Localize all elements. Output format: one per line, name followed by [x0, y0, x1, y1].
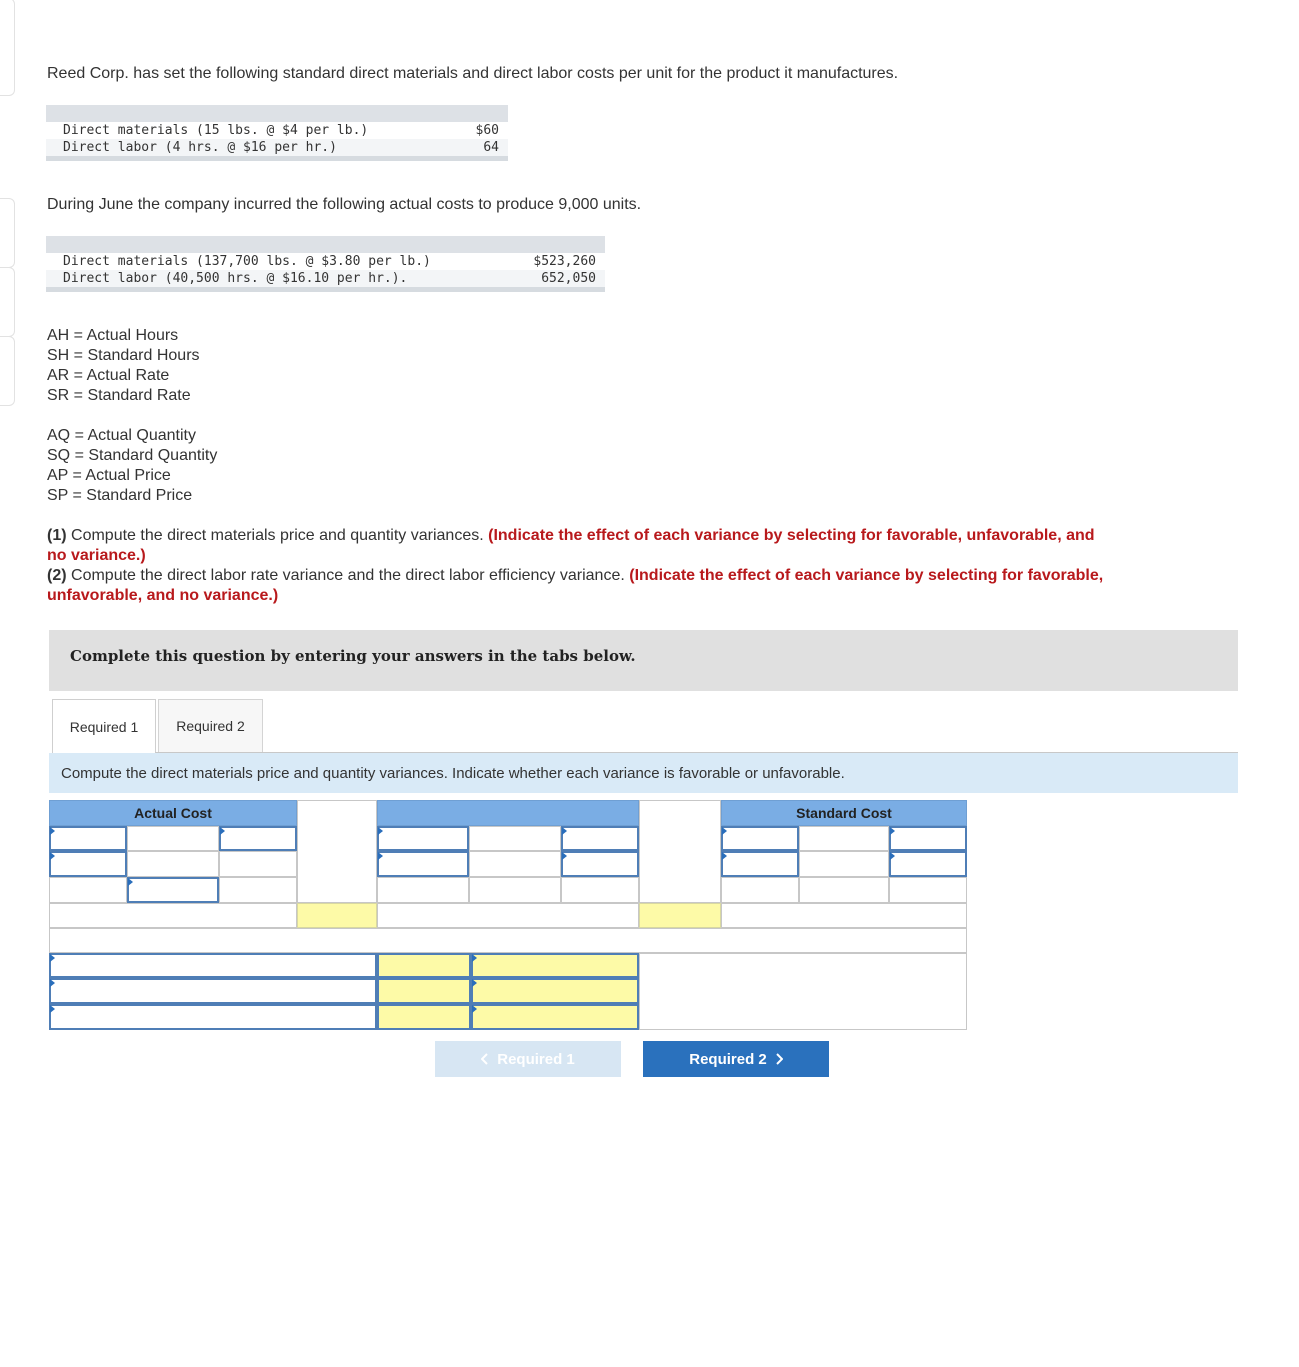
actual-price-amount-cell [219, 851, 297, 877]
middle-quantity-amount-input[interactable] [561, 826, 639, 851]
spacer-column [297, 800, 377, 903]
middle-quantity-value-input[interactable] [469, 826, 561, 851]
spacer-column [639, 800, 721, 903]
definition-line: AR = Actual Rate [47, 367, 170, 384]
actual-quantity-value-input[interactable] [127, 826, 219, 851]
dropdown-triangle-icon [722, 852, 727, 860]
actual-cost-table [46, 236, 605, 292]
next-required-2-button[interactable] [643, 1041, 829, 1077]
intro-standard-text: Reed Corp. has set the following standard direct materials and direct labor costs per unit for the product it manufactures. [47, 65, 899, 82]
actual-cost-header: Actual Cost [49, 800, 297, 826]
instruction-note: (Indicate the effect of each variance by selecting for favorable, unfavorable, and no variance.) [47, 527, 1095, 564]
tab-label: Required 1 [69, 718, 139, 735]
middle-total-blank-cell [561, 877, 639, 903]
actual-total-input[interactable] [127, 877, 219, 903]
middle-quantity-label-input[interactable] [377, 826, 469, 851]
chevron-right-icon [775, 1053, 783, 1065]
table-footer-bar [46, 156, 508, 161]
quantity-variance-input[interactable] [639, 903, 721, 928]
definition-line: SQ = Standard Quantity [47, 447, 218, 464]
standard-quantity-value-input[interactable] [799, 826, 889, 851]
dropdown-triangle-icon [50, 852, 55, 860]
definition-line: AP = Actual Price [47, 467, 171, 484]
row-value: $60 [475, 123, 499, 138]
dropdown-triangle-icon [220, 827, 225, 835]
actual-price-label-input[interactable] [49, 851, 127, 877]
instruction-text: Compute the direct materials price and quantity variances. [71, 527, 484, 544]
standard-price-value-input[interactable] [799, 851, 889, 877]
definition-line: SP = Standard Price [47, 487, 193, 504]
row-label: Direct materials (15 lbs. @ $4 per lb.) [63, 123, 369, 138]
standard-cost-header: Standard Cost [721, 800, 967, 826]
actual-total-blank-cell [219, 877, 297, 903]
standard-price-amount-input[interactable] [889, 851, 967, 877]
summary-effect-select[interactable] [471, 953, 639, 978]
row-value: 64 [483, 140, 499, 155]
row-label: Direct materials (137,700 lbs. @ $3.80 per lb.) [63, 254, 431, 269]
table-header-bar [46, 105, 508, 122]
table-row [46, 253, 605, 270]
dropdown-triangle-icon [128, 878, 133, 886]
dropdown-triangle-icon [50, 979, 55, 987]
middle-total-input[interactable] [469, 877, 561, 903]
standard-total-label-cell [721, 877, 799, 903]
banner-text: Complete this question by entering your answers in the tabs below. [70, 647, 636, 665]
instruction-number: (2) [47, 567, 67, 584]
dropdown-triangle-icon [562, 852, 567, 860]
dropdown-triangle-icon [890, 852, 895, 860]
standard-total-blank-cell [889, 877, 967, 903]
standard-total-input[interactable] [799, 877, 889, 903]
chevron-left-icon [481, 1053, 489, 1065]
row-value: 652,050 [541, 271, 596, 286]
dropdown-triangle-icon [50, 827, 55, 835]
dropdown-triangle-icon [890, 827, 895, 835]
standard-price-label-input[interactable] [721, 851, 799, 877]
tab-required-2[interactable] [158, 699, 263, 752]
edge-panel [0, 336, 15, 406]
tab-required-1[interactable] [52, 699, 156, 753]
standard-cost-table [46, 105, 508, 161]
standard-quantity-amount-input[interactable] [889, 826, 967, 851]
standard-quantity-label-input[interactable] [721, 826, 799, 851]
edge-panel [0, 0, 15, 96]
actual-price-value-input[interactable] [127, 851, 219, 877]
task-prompt-text: Compute the direct materials price and quantity variances. Indicate whether each variance is favorable or unfavorable. [61, 765, 845, 782]
table-row [46, 139, 508, 156]
instruction-2 [47, 566, 1107, 606]
dropdown-triangle-icon [562, 827, 567, 835]
edge-panel [0, 198, 15, 268]
middle-total-label-cell [377, 877, 469, 903]
spacer-row [49, 928, 967, 953]
definition-line: SR = Standard Rate [47, 387, 191, 404]
instruction-number: (1) [47, 527, 67, 544]
summary-label-input[interactable] [49, 1004, 377, 1030]
variance-row-blank [721, 903, 967, 928]
variance-row-blank [377, 903, 639, 928]
middle-header [377, 800, 639, 826]
prev-required-1-button[interactable] [435, 1041, 621, 1077]
definition-line: AH = Actual Hours [47, 327, 179, 344]
summary-effect-select[interactable] [471, 978, 639, 1004]
table-footer-bar [46, 287, 605, 292]
edge-panel [0, 267, 15, 337]
next-button-label: Required 2 [689, 1050, 767, 1068]
dropdown-triangle-icon [50, 1005, 55, 1013]
summary-label-input[interactable] [49, 953, 377, 978]
dropdown-triangle-icon [722, 827, 727, 835]
variance-grid [49, 800, 967, 1030]
definition-line: AQ = Actual Quantity [47, 427, 196, 444]
instruction-1 [47, 526, 1107, 566]
prev-button-label: Required 1 [497, 1050, 575, 1068]
dropdown-triangle-icon [472, 979, 477, 987]
tab-label: Required 2 [176, 718, 245, 734]
price-variance-input[interactable] [297, 903, 377, 928]
table-row [46, 122, 508, 139]
summary-amount-input[interactable] [377, 953, 471, 978]
dropdown-triangle-icon [50, 954, 55, 962]
summary-amount-input[interactable] [377, 1004, 471, 1030]
summary-effect-select[interactable] [471, 1004, 639, 1030]
table-row [46, 270, 605, 287]
table-header-bar [46, 236, 605, 253]
material-definitions [47, 426, 217, 506]
middle-price-label-input[interactable] [377, 851, 469, 877]
middle-price-amount-input[interactable] [561, 851, 639, 877]
dropdown-triangle-icon [378, 827, 383, 835]
actual-quantity-label-input[interactable] [49, 826, 127, 851]
dropdown-triangle-icon [472, 1005, 477, 1013]
task-prompt [49, 753, 1238, 793]
complete-question-banner [49, 630, 1238, 691]
row-label: Direct labor (4 hrs. @ $16 per hr.) [63, 140, 337, 155]
dropdown-triangle-icon [472, 954, 477, 962]
actual-quantity-amount-input[interactable] [219, 826, 297, 851]
summary-label-input[interactable] [49, 978, 377, 1004]
row-value: $523,260 [533, 254, 596, 269]
variance-row-blank [49, 903, 297, 928]
summary-amount-input[interactable] [377, 978, 471, 1004]
dropdown-triangle-icon [378, 852, 383, 860]
middle-price-value-input[interactable] [469, 851, 561, 877]
definition-line: SH = Standard Hours [47, 347, 200, 364]
labor-definitions [47, 326, 200, 406]
row-label: Direct labor (40,500 hrs. @ $16.10 per hr.). [63, 271, 408, 286]
instruction-note: (Indicate the effect of each variance by selecting for favorable, unfavorable, and no variance.) [47, 567, 1104, 604]
actual-total-label-cell [49, 877, 127, 903]
instruction-text: Compute the direct labor rate variance and the direct labor efficiency variance. [71, 567, 625, 584]
intro-actual-text: During June the company incurred the following actual costs to produce 9,000 units. [47, 196, 642, 213]
summary-blank-area [639, 953, 967, 1030]
